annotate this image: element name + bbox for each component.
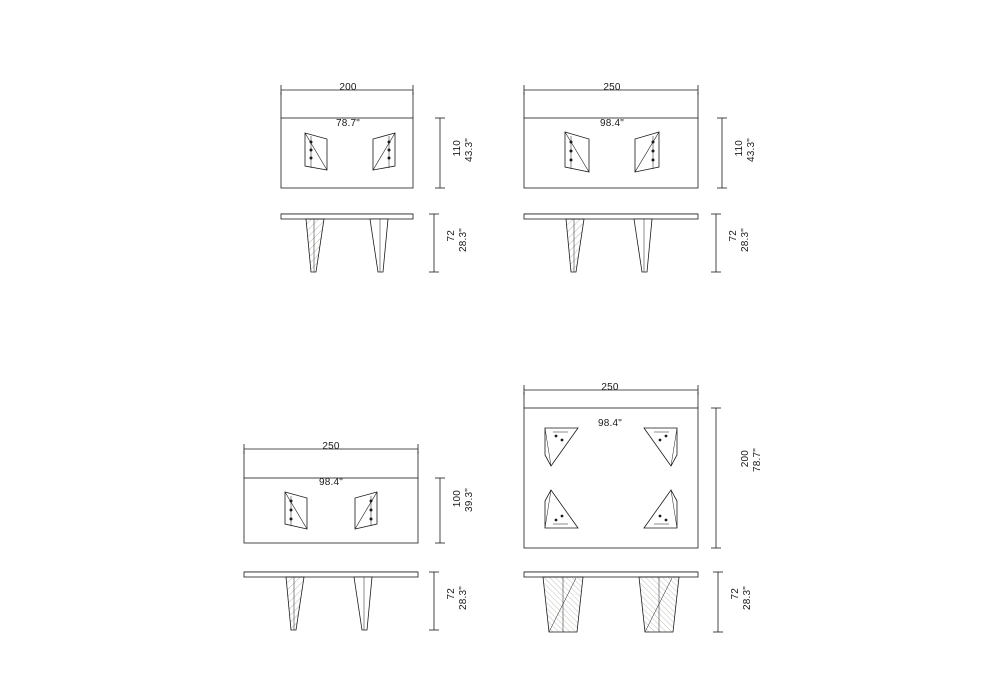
view-2-depth-mm: 110 xyxy=(734,140,745,157)
view-2-width-mm: 250 xyxy=(603,82,621,93)
view-2-height-mm: 72 xyxy=(728,230,739,242)
view-3-width-in: 98.4" xyxy=(318,477,343,488)
view-3-height-in: 28.3" xyxy=(458,586,469,611)
view-3-depth-mm: 100 xyxy=(452,490,463,508)
view-2-height-in: 28.3" xyxy=(740,228,751,253)
view-1-depth-in: 43.3" xyxy=(464,138,475,163)
view-1-plan xyxy=(281,85,445,188)
view-4-elevation xyxy=(524,572,723,632)
view-3-width-mm: 250 xyxy=(322,441,340,452)
view-2-width-in: 98.4" xyxy=(599,118,624,129)
view-4-height-mm: 72 xyxy=(730,588,741,600)
view-1-height-in: 28.3" xyxy=(458,228,469,253)
view-4-depth-mm: 200 xyxy=(740,450,751,468)
view-1-elevation xyxy=(281,214,439,272)
view-4-plan xyxy=(524,385,721,548)
view-3-depth-in: 39.3" xyxy=(464,488,475,513)
view-3-plan xyxy=(244,444,445,543)
view-4-height-in: 28.3" xyxy=(742,586,753,611)
view-4-width-mm: 250 xyxy=(601,382,619,393)
view-4-depth-in: 78.7" xyxy=(752,448,763,473)
view-1-height-mm: 72 xyxy=(446,230,457,242)
view-3-elevation xyxy=(244,572,439,630)
view-1-width-in: 78.7" xyxy=(335,118,360,129)
view-1-width-mm: 200 xyxy=(339,82,357,93)
view-2-elevation xyxy=(524,214,721,272)
view-1-depth-mm: 110 xyxy=(452,140,463,157)
view-2-depth-in: 43.3" xyxy=(746,138,757,163)
view-4-width-in: 98.4" xyxy=(597,418,622,429)
view-2-plan xyxy=(524,85,727,188)
view-3-height-mm: 72 xyxy=(446,588,457,600)
